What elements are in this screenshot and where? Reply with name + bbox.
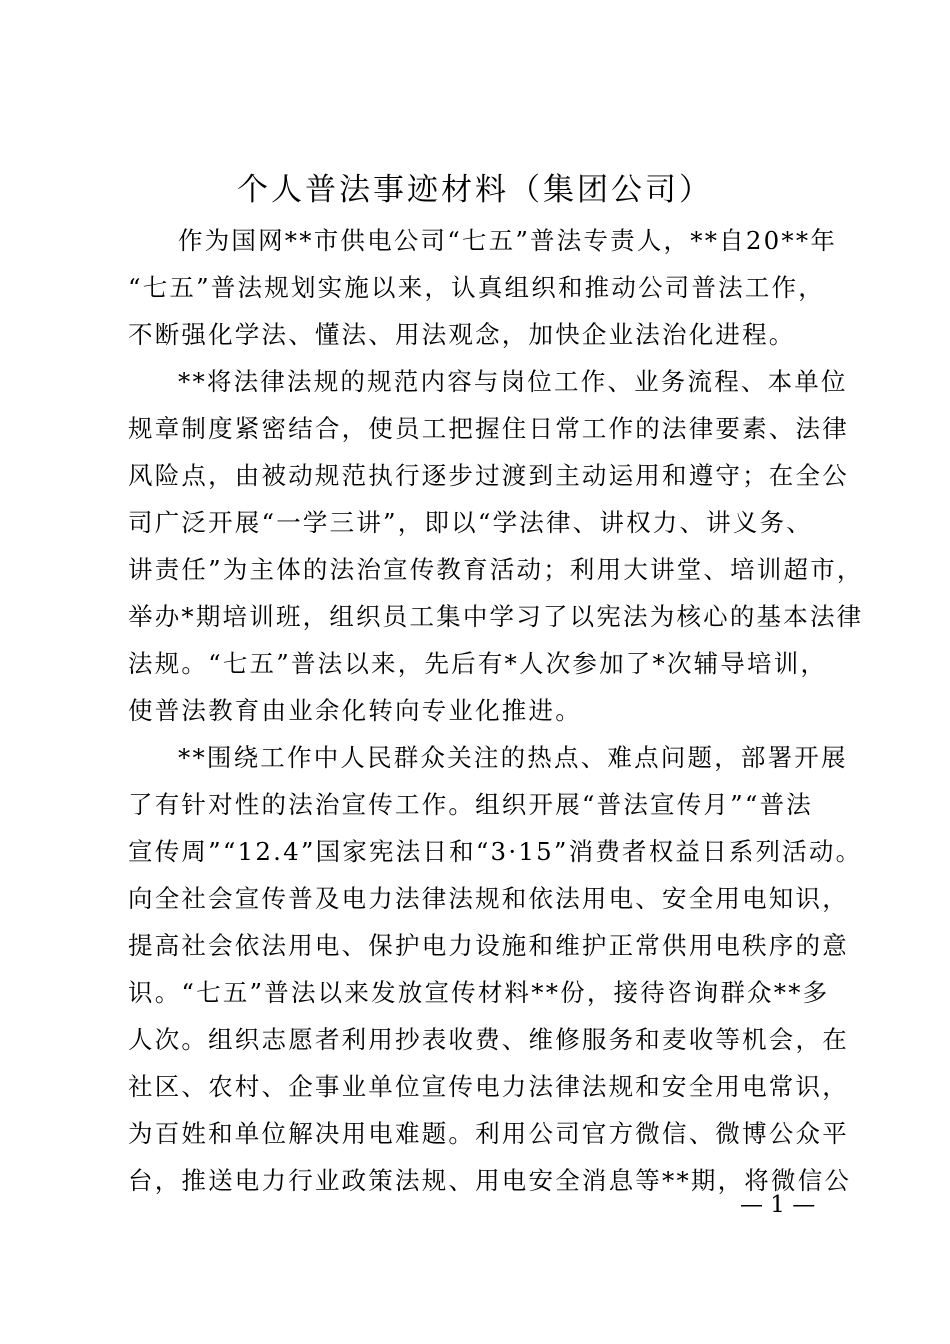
paragraph-3-line-8: 社区、农村、企事业单位宣传电力法律法规和安全用电常识， — [128, 1072, 849, 1101]
paragraph-2-line-8: 使普法教育由业余化转向专业化推进。 — [128, 696, 582, 725]
paragraph-1-line-1: 作为国网**市供电公司“七五”普法专责人，**自20**年 — [178, 226, 838, 255]
paragraph-3-line-5: 提高社会依法用电、保护电力设施和维护正常供用电秩序的意 — [128, 931, 849, 960]
paragraph-2-line-6: 举办*期培训班，组织员工集中学习了以宪法为核心的基本法律 — [128, 602, 864, 631]
paragraph-3-line-2: 了有针对性的法治宣传工作。组织开展“普法宣传月”“普法 — [128, 790, 813, 819]
paragraph-2-line-2: 规章制度紧密结合，使员工把握住日常工作的法律要素、法律 — [128, 414, 849, 443]
paragraph-3-line-4: 向全社会宣传普及电力法律法规和依法用电、安全用电知识， — [128, 884, 849, 913]
paragraph-2-line-4: 司广泛开展“一学三讲”，即以“学法律、讲权力、讲义务、 — [128, 508, 813, 537]
paragraph-3-line-3: 宣传周”“12.4”国家宪法日和“3·15”消费者权益日系列活动。 — [128, 837, 863, 866]
paragraph-3-line-6: 识。“七五”普法以来发放宣传材料**份，接待咨询群众**多 — [128, 978, 830, 1007]
document-title: 个人普法事迹材料（集团公司） — [237, 172, 713, 208]
paragraph-2-line-5: 讲责任”为主体的法治宣传教育活动；利用大讲堂、培训超市， — [128, 555, 864, 584]
paragraph-3-line-7: 人次。组织志愿者利用抄表收费、维修服务和麦收等机会，在 — [128, 1025, 849, 1054]
paragraph-3-line-9: 为百姓和单位解决用电难题。利用公司官方微信、微博公众平 — [128, 1119, 849, 1148]
paragraph-2-line-7: 法规。“七五”普法以来，先后有*人次参加了*次辅导培训， — [128, 649, 828, 678]
paragraph-2-line-1: **将法律法规的规范内容与岗位工作、业务流程、本单位 — [178, 367, 848, 396]
paragraph-3-line-10: 台，推送电力行业政策法规、用电安全消息等**期，将微信公 — [128, 1166, 852, 1195]
paragraph-2-line-3: 风险点，由被动规范执行逐步过渡到主动运用和遵守；在全公 — [128, 461, 849, 490]
paragraph-3-line-1: **围绕工作中人民群众关注的热点、难点问题，部署开展 — [178, 743, 848, 772]
page-number: — 1 — — [740, 1192, 816, 1218]
paragraph-1-line-3: 不断强化学法、懂法、用法观念，加快企业法治化进程。 — [128, 320, 796, 349]
paragraph-1-line-2: “七五”普法规划实施以来，认真组织和推动公司普法工作， — [128, 273, 825, 302]
